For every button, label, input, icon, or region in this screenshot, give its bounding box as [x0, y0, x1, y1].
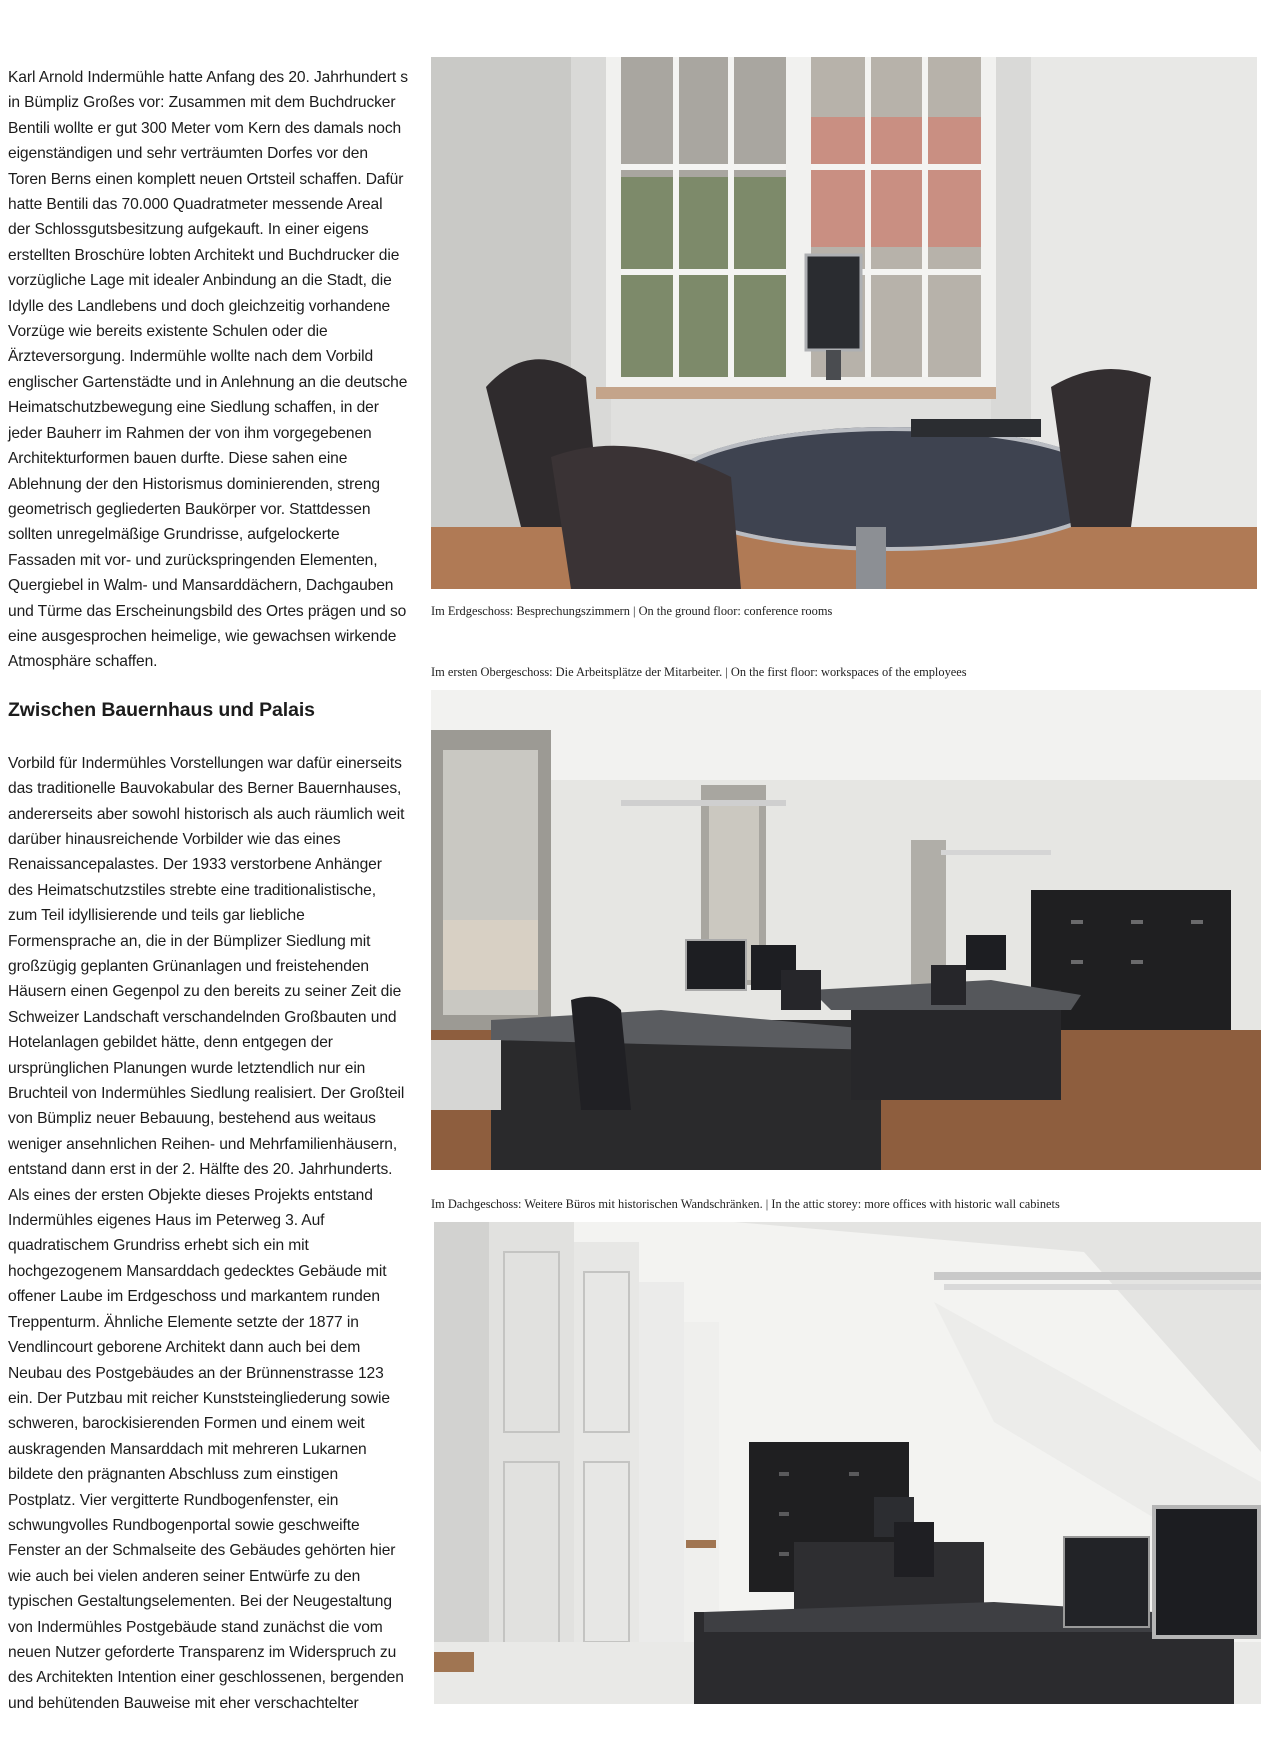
- section-heading: Zwischen Bauernhaus und Palais: [8, 698, 315, 721]
- article-paragraph: Karl Arnold Indermühle hatte Anfang des 20. Jahrhundert s in Bümpliz Großes vor: Zusammen mit dem Buchdrucker Bentili wollte er gut 300 Meter vom Kern des damals noch eigenständigen und sehr verträumten Dorfes vor den Toren Berns einen komplett neuen Ortsteil schaffen. Dafür hatte Bentili das 70.000 Quadratmeter messende Areal der Schlossgutsbesitzung aufgekauft. In einer eigens erstellten Broschüre lobten Architekt und Buchdrucker die vorzügliche Lage mit idealer Anbindung an die Stadt, die Idylle des Landlebens und doch gleichzeitig vorhandene Vorzüge wie bereits existente Schulen oder die Ärzteversorgung. Indermühle wollte nach dem Vorbild englischer Gartenstädte und in Anlehnung an die deutsche Heimatschutzbewegung eine Siedlung schaffen, in der jeder Bauherr im Rahmen der von ihm vorgegebenen Architekturformen bauen durfte. Diese sahen eine Ablehnung der den Historismus dominierenden, streng geometrisch gegliederten Baukörper vor. Stattdessen sollten unregelmäßige Grundrisse, aufgelockerte Fassaden mit vor- und zurückspringenden Elementen, Quergiebel in Walm- und Mansarddächern, Dachgauben und Türme das Erscheinungsbild des Ortes prägen und so eine ausgesprochen heimelige, wie gewachsen wirkende Atmosphäre schaffen.: [8, 69, 409, 671]
- article-text-column: [8, 65, 408, 1716]
- photo-caption: Im Dachgeschoss: Weitere Büros mit historischen Wandschränken. | In the attic storey: more offices with historic wall cabinets: [431, 1197, 1060, 1211]
- photo-conference-room: [431, 57, 1257, 589]
- photo-caption: Im ersten Obergeschoss: Die Arbeitsplätze der Mitarbeiter. | On the first floor: workspaces of the employees: [431, 665, 967, 679]
- photo-workspaces: [431, 690, 1261, 1170]
- article-paragraph: Vorbild für Indermühles Vorstellungen war dafür einerseits das traditionelle Bauvokabular des Berner Bauernhauses, andererseits aber sowohl historisch als auch räumlich weit darüber hinausreichende Vorbilder wie das eines Renaissancepalastes. Der 1933 verstorbene Anhänger des Heimatschutzstiles strebte eine traditionalistische, zum Teil idyllisierende und teils gar liebliche Formensprache an, die in der Bümplizer Siedlung mit großzügig geplanten Grünanlagen und freistehenden Häusern einen Gegenpol zu den bereits zu seiner Zeit die Schweizer Landschaft verschandelnden Großbauten und Hotelanlagen gebildet hätte, denn entgegen der ursprünglichen Planungen wurde letztendlich nur ein Bruchteil von Indermühles Siedlung realisiert. Der Großteil von Bümpliz neuer Bebauung, bestehend aus weitaus weniger ansehnlichen Reihen- und Mehrfamilienhäusern, entstand dann erst in der 2. Hälfte des 20. Jahrhunderts. Als eines der ersten Objekte dieses Projekts entstand Indermühles eigenes Haus im Peterweg 3. Auf quadratischem Grundriss erhebt sich ein mit hochgezogenem Mansarddach gedecktes Gebäude mit offener Laube im Erdgeschoss und markantem runden Treppenturm. Ähnliche Elemente setzte der 1877 in Vendlincourt geborene Architekt dann auch bei dem Neubau des Postgebäudes an der Brünnenstrasse 123 ein. Der Putzbau mit reicher Kunststeingliederung sowie schweren, barockisierenden Formen und einem weit auskragenden Mansarddach mit mehreren Lukarnen bildete den prägnanten Abschluss zum einstigen Postplatz. Vier vergitterte Rundbogenfenster, ein schwungvolles Rundbogenportal sowie geschweifte Fenster an der Schmalseite des Gebäudes gehörten hier wie auch bei vielen anderen seiner Entwürfe zu den typischen Gestaltungselementen. Bei der Neugestaltung von Indermühles Postgebäude stand zunächst die vom neuen Nutzer geforderte Transparenz im Widerspruch zu des Architekten Intention einer geschlossenen, bergenden und behütenden Bauweise mit eher verschachtelter: [8, 754, 405, 1712]
- photo-caption: Im Erdgeschoss: Besprechungszimmern | On the ground floor: conference rooms: [431, 604, 833, 618]
- photo-attic-offices: [434, 1222, 1261, 1704]
